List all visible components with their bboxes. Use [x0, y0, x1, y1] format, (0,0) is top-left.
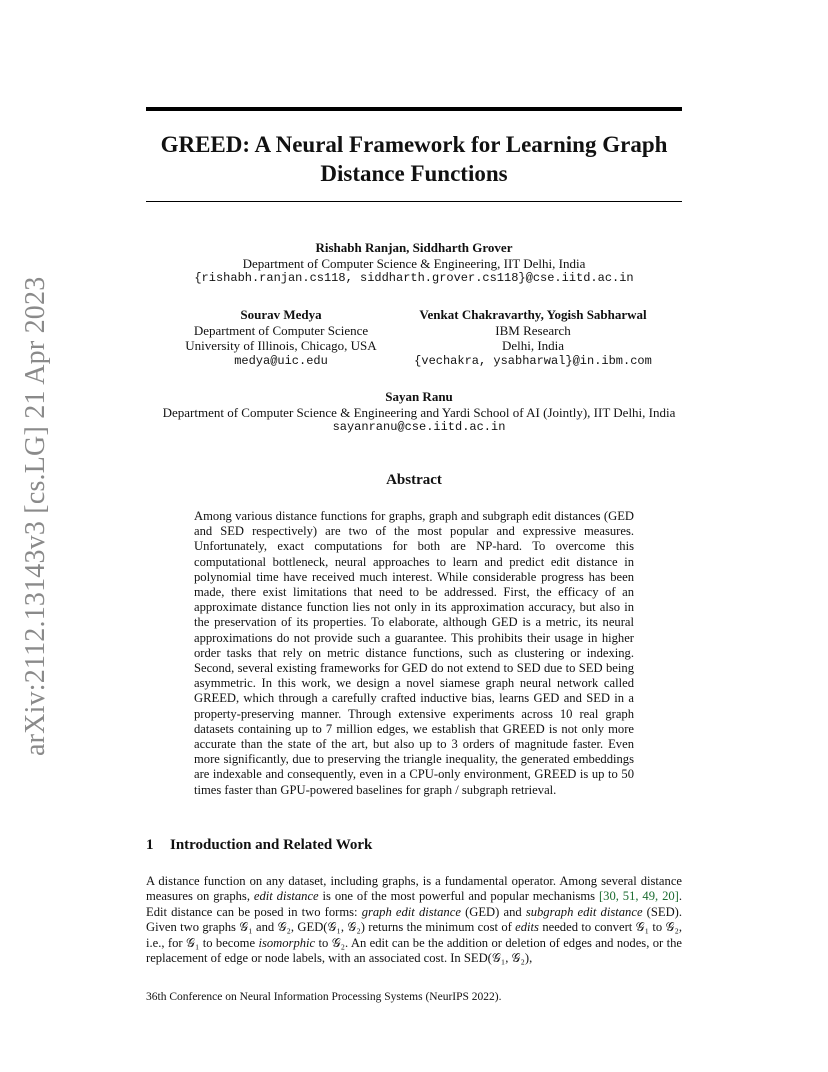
intro-text: needed to convert 𝒢₁ to 𝒢₂, i.e., for 𝒢₁ to become	[146, 920, 682, 950]
abstract-text: Among various distance functions for graphs, graph and subgraph edit distances (GED and SED respectively) are two of the most popular and expressive measures. Unfortunately, exact computations for both are NP-hard. To overcome this computational bottleneck, neural approaches to learn and predict edit distance in polynomial time have received much interest. While considerable progress has been made, there exist limitations that need to be addressed. First, the efficacy of an approximate distance function lies not only in its approximation accuracy, but also in the preservation of its properties. To elaborate, although GED is a metric, its neural approximations do not provide such a guarantee. This prohibits their usage in higher order tasks that rely on metric distance functions, such as clustering or indexing. Second, several existing frameworks for GED do not extend to SED due to SED being asymmetric. In this work, we design a novel siamese graph neural network called GREED, which through a carefully crafted inductive bias, learns GED and SED in a property-preserving manner. Through extensive experiments across 10 real graph datasets containing up to 7 million edges, we establish that GREED is not only more accurate than the state of the art, but also up to 3 orders of magnitude faster. Even more significantly, due to preserving the triangle inequality, the generated embeddings are indexable and consequently, even in a CPU-only environment, GREED is up to 50 times faster than GPU-powered baselines for graph / subgraph retrieval.	[194, 509, 634, 797]
author-block-3	[400, 307, 666, 369]
author-affiliation: IBM Research	[495, 322, 571, 338]
title-line-1: GREED: A Neural Framework for Learning Graph	[160, 132, 668, 157]
arxiv-stamp	[16, 276, 56, 756]
author-email: {vechakra, ysabharwal}@in.ibm.com	[414, 353, 652, 368]
intro-paragraph	[146, 874, 682, 966]
intro-text: (GED) and	[460, 904, 526, 919]
author-affiliation-2: Delhi, India	[501, 338, 565, 353]
intro-text: A distance function on any dataset, including graphs, is a fundamental operator. Among several distance measures on graphs,	[146, 874, 682, 904]
author-names: Venkat Chakravarthy, Yogish Sabharwal	[419, 307, 647, 322]
author-block-2	[166, 307, 396, 369]
citation-link[interactable]: [30, 51, 49, 20]	[598, 889, 679, 904]
top-rule	[146, 107, 682, 111]
intro-emphasis: subgraph edit distance	[525, 904, 643, 919]
author-affiliation-2: University of Illinois, Chicago, USA	[185, 338, 377, 353]
intro-text: (SED). Given two graphs 𝒢₁ and 𝒢₂, GED(𝒢₁, 𝒢₂) returns the minimum cost of	[146, 904, 682, 935]
author-block-1	[146, 240, 682, 287]
intro-emphasis: isomorphic	[258, 935, 316, 950]
author-affiliation: Department of Computer Science & Engineering, IIT Delhi, India	[242, 255, 586, 271]
intro-text: to 𝒢₂. An edit can be the addition or deletion of edges and nodes, or the replacement of edge or node labels, with an associated cost. In SED(𝒢₁, 𝒢₂),	[146, 935, 682, 966]
intro-text: . Edit distance can be posed in two forms:	[146, 889, 683, 919]
intro-emphasis: graph edit distance	[361, 904, 461, 919]
author-names: Sourav Medya	[240, 307, 322, 322]
author-email: medya@uic.edu	[234, 353, 328, 368]
paper-title	[146, 130, 682, 188]
author-email: sayanranu@cse.iitd.ac.in	[332, 420, 506, 434]
section-heading	[146, 837, 682, 854]
author-block-4	[146, 389, 692, 436]
author-affiliation: Department of Computer Science	[193, 322, 369, 338]
author-affiliation: Department of Computer Science & Engineering and Yardi School of AI (Jointly), IIT Delhi, India	[162, 404, 676, 420]
title-line-2: Distance Functions	[320, 161, 508, 186]
intro-emphasis: edit distance	[253, 889, 319, 904]
intro-text: is one of the most powerful and popular mechanisms	[318, 889, 599, 904]
intro-emphasis: edits	[515, 920, 539, 935]
abstract-heading: Abstract	[386, 472, 442, 488]
conference-footnote: 36th Conference on Neural Information Processing Systems (NeurIPS 2022).	[146, 991, 502, 1003]
section-title: Introduction and Related Work	[170, 837, 373, 853]
author-names: Sayan Ranu	[385, 389, 453, 404]
author-names: Rishabh Ranjan, Siddharth Grover	[315, 240, 513, 255]
arxiv-stamp-text: arXiv:2112.13143v3 [cs.LG] 21 Apr 2023	[20, 276, 51, 756]
section-number: 1	[146, 837, 154, 853]
title-rule	[146, 201, 682, 202]
author-email: {rishabh.ranjan.cs118, siddharth.grover.cs118}@cse.iitd.ac.in	[194, 271, 634, 285]
